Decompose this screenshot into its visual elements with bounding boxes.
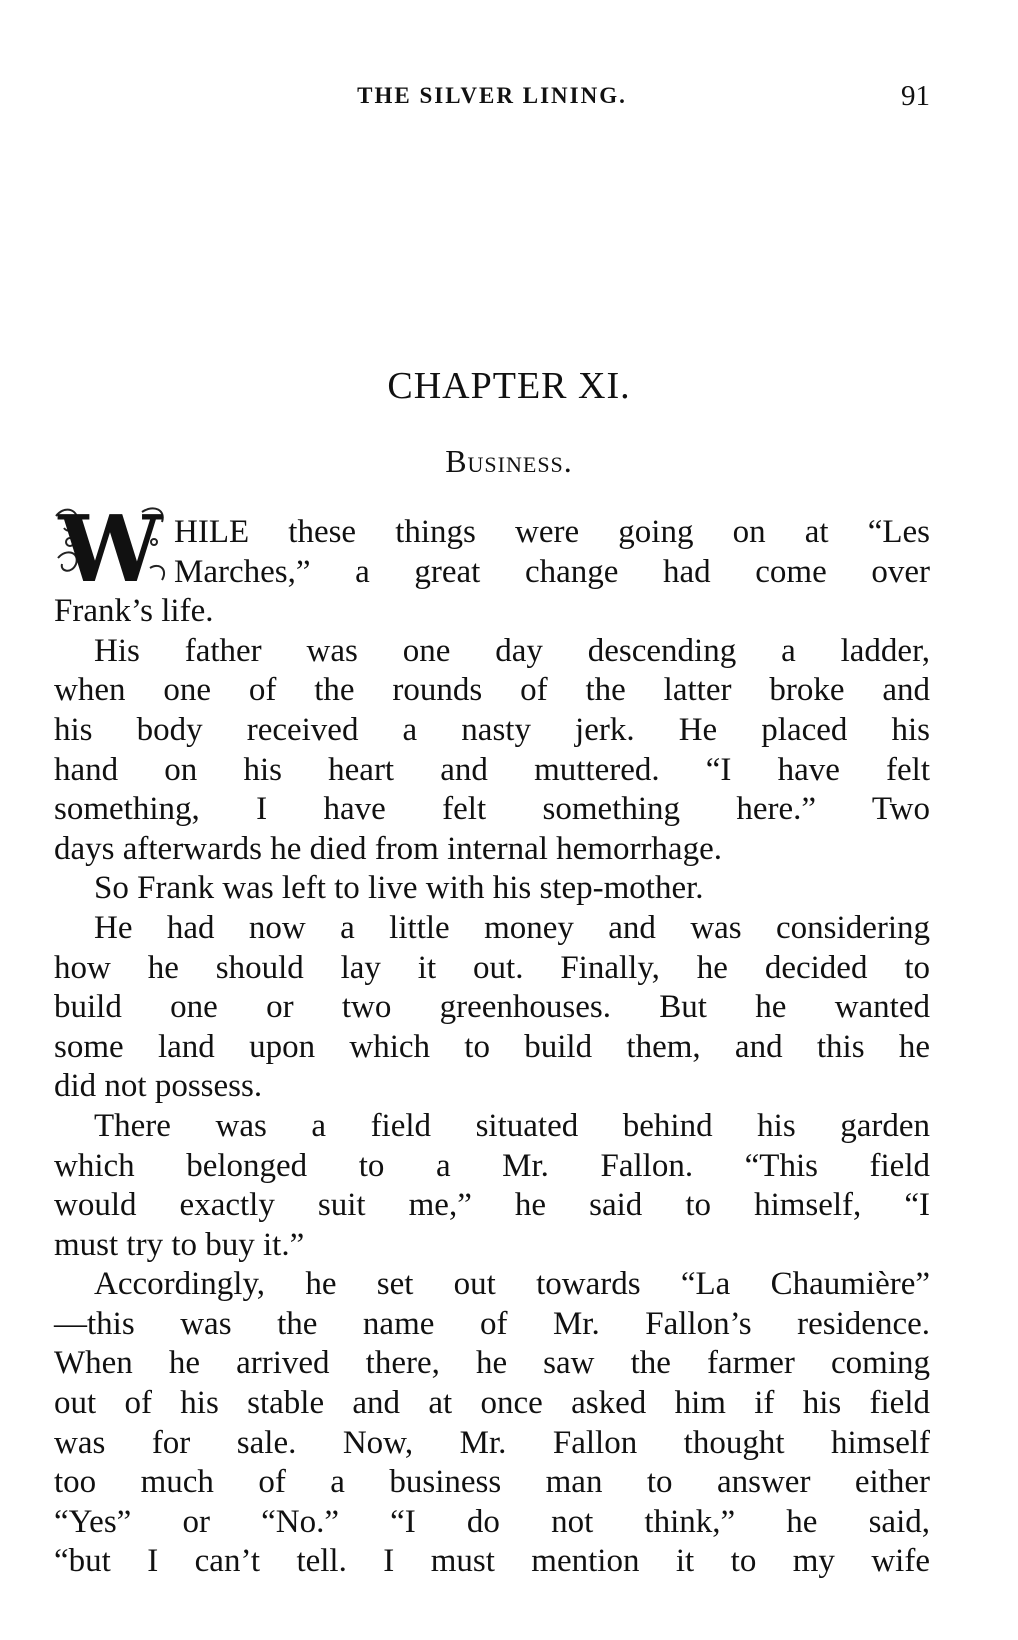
text-line: would exactly suit me,” he said to himself, “I [54, 1187, 930, 1224]
page-number: 91 [901, 80, 930, 112]
text-line: build one or two greenhouses. But he wanted [54, 989, 930, 1026]
text-line: out of his stable and at once asked him if his field [54, 1385, 930, 1422]
text-line: too much of a business man to answer either [54, 1464, 930, 1501]
text-line: He had now a little money and was considering [94, 909, 930, 946]
text-line: His father was one day descending a ladder, [94, 632, 930, 669]
chapter-title: CHAPTER XI. [387, 365, 631, 407]
text-line: “Yes” or “No.” “I do not think,” he said, [54, 1503, 930, 1540]
drop-initial-letter: W [58, 495, 162, 603]
text-line: some land upon which to build them, and this he [54, 1028, 930, 1065]
text-line: must try to buy it.” [54, 1226, 305, 1263]
chapter-subtitle: Business. [445, 443, 573, 479]
running-head [54, 78, 930, 114]
text-line: —this was the name of Mr. Fallon’s residence. [54, 1305, 930, 1342]
text-line: which belonged to a Mr. Fallon. “This field [54, 1147, 930, 1184]
text-line: days afterwards he died from internal hemorrhage. [54, 830, 722, 867]
text-line: When he arrived there, he saw the farmer coming [54, 1345, 930, 1382]
text-line: So Frank was left to live with his step-mother. [94, 870, 704, 907]
text-line: his body received a nasty jerk. He placed his [54, 711, 930, 748]
text-line: “but I can’t tell. I must mention it to my wife [54, 1543, 930, 1580]
text-line: hand on his heart and muttered. “I have felt [54, 751, 930, 788]
text-line: There was a field situated behind his garden [94, 1107, 930, 1144]
text-line: Frank’s life. [54, 593, 214, 630]
body-text [54, 513, 930, 1582]
text-line: Marches,” a great change had come over [174, 553, 930, 590]
running-title: THE SILVER LINING. [357, 83, 627, 108]
text-line: Accordingly, he set out towards “La Chaumière” [94, 1266, 930, 1303]
text-line: when one of the rounds of the latter broke and [54, 672, 930, 709]
text-line: something, I have felt something here.” Two [54, 791, 930, 828]
text-line: did not possess. [54, 1068, 263, 1105]
text-line: how he should lay it out. Finally, he decided to [54, 949, 930, 986]
text-line: HILE these things were going on at “Les [174, 514, 930, 550]
text-line: was for sale. Now, Mr. Fallon thought himself [54, 1424, 930, 1461]
